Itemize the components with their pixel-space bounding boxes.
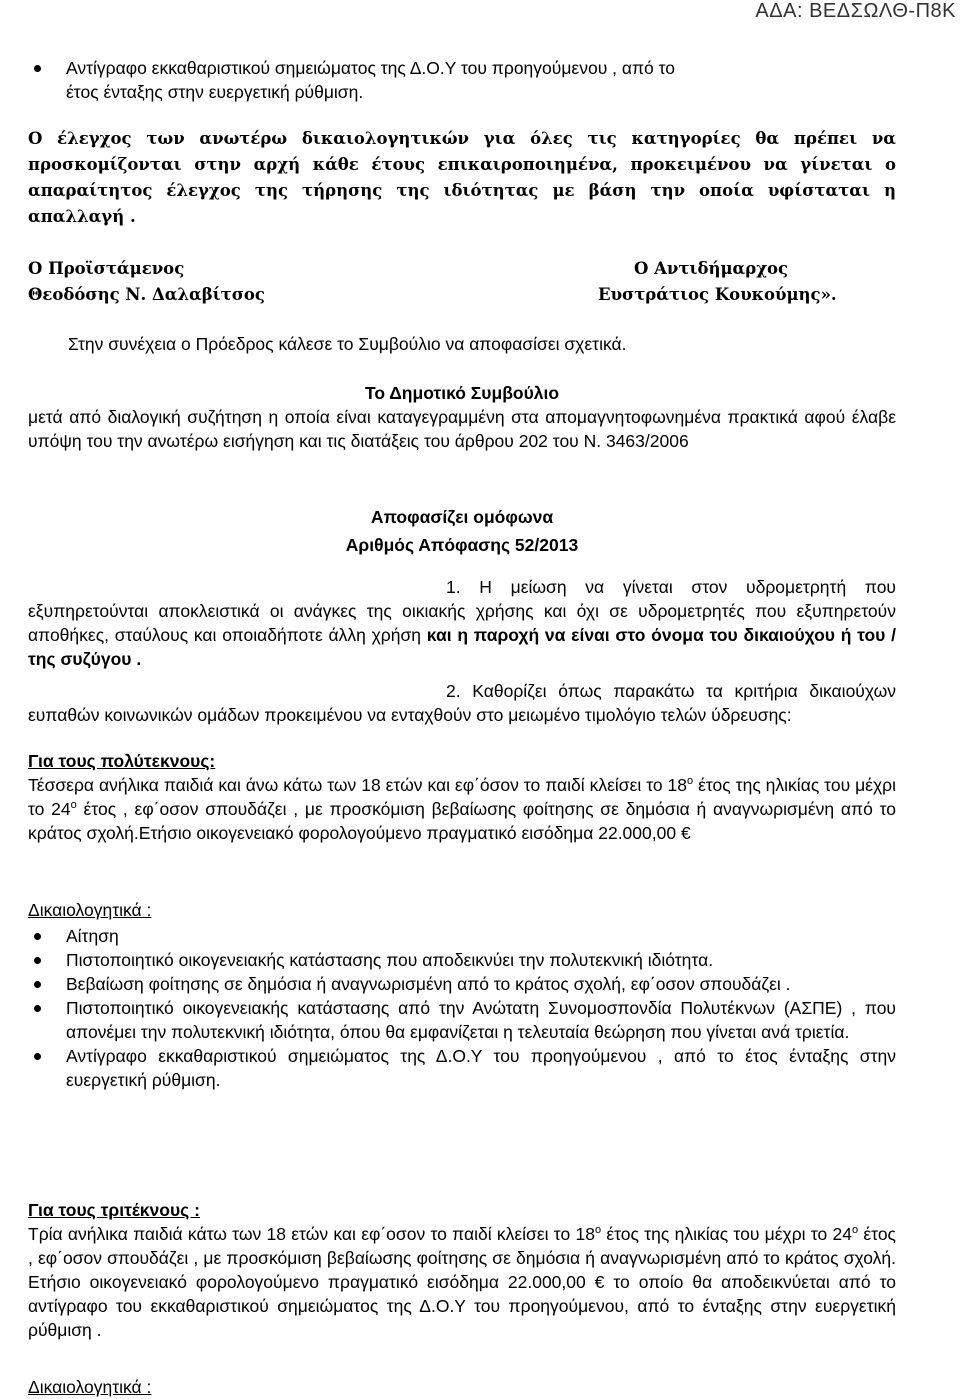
council-heading: Το Δημοτικό Συμβούλιο <box>364 383 560 403</box>
triteknoi-body: Τρία ανήλικα παιδιά κάτω των 18 ετών και εφ΄οσον το παιδί κλείσει το $18^o$ έτος της ηλικίας του μέχρι το $24^o$ έτος , εφ΄οσον σπουδάζει , με προσκόμιση βεβαίωσης φοίτησης σε δημόσια ή αναγνωρισμένη από το κράτος σχολή. Ετήσιο οικογενειακό φορολογούμενο πραγματικό εισόδημα 22.000,00 € το οποίο θα αποδεικνύεται από το αντίγραφο του εκκαθαριστικού σημειώματος της Δ.Ο.Υ του προηγούμενου, από το ένταξης στην ευεργετική ρύθμιση . <box>28 1224 896 1340</box>
decision-number: Αριθμός Απόφασης 52/2013 <box>345 535 579 555</box>
ada-code: ΑΔΑ: ΒΕΔΣΩΛΘ-Π8Κ <box>755 0 956 22</box>
list-item: Πιστοποιητικό οικογενειακής κατάστασης από την Ανώτατη Συνομοσπονδία Πολυτέκνων (ΑΣΠΕ) , που απονέμει την πολυτεκνική ιδιότητα, όπου θα εμφανίζεται η τελευταία θεώρηση που γίνεται ανά τριετία. <box>28 996 896 1044</box>
triteknoi-heading: Για τους τριτέκνους : <box>28 1200 200 1220</box>
bullet-icon <box>34 957 41 964</box>
docs-label-2: Δικαιολογητικά : <box>28 1377 152 1397</box>
decision-line1: Αποφασίζει ομόφωνα <box>370 507 554 527</box>
control-paragraph: Ο έλεγχος των ανωτέρω δικαιολογητικών για όλες τις κατηγορίες θα πρέπει να προσκομίζονται στην αρχή κάθε έτους επικαιροποιημένα, προκειμένου να γίνεται ο απαραίτητος έλεγχος της τήρησης της ιδιότητας με βάση την οποία υφίσταται η απαλλαγή . <box>28 129 896 226</box>
continuation-text: Στην συνέχεια ο Πρόεδρος κάλεσε το Συμβούλιο να αποφασίσει σχετικά. <box>68 334 627 354</box>
top-bullet <box>28 56 896 104</box>
triteknoi-section <box>28 1198 896 1342</box>
list-item: Αίτηση <box>28 924 896 948</box>
bullet-icon <box>34 981 41 988</box>
list-item: Αντίγραφο εκκαθαριστικού σημειώματος της Δ.Ο.Υ του προηγούμενου , από το έτος ένταξης στην ευεργετική ρύθμιση. <box>28 1044 896 1092</box>
signature-left-title: Ο Προϊστάμενος <box>28 259 185 278</box>
bullet-icon <box>34 933 41 940</box>
item-2: 2. Καθορίζει όπως παρακάτω τα κριτήρια δικαιούχων ευπαθών κοινωνικών ομάδων προκειμένου να ενταχθούν στο μειωμένο τιμολόγιο τελών ύδρευσης: <box>28 681 896 725</box>
polyteknoi-heading: Για τους πολύτεκνους: <box>28 751 216 771</box>
decision-block <box>28 505 896 557</box>
bullet-icon <box>34 1005 41 1012</box>
bullet-icon <box>34 1053 41 1060</box>
list-item: Αντίγραφο εκκαθαριστικού σημειώματος της Δ.Ο.Υ του προηγούμενου , από το έτος ένταξης στην ευεργετική ρύθμιση. <box>28 56 896 104</box>
bullet-icon <box>34 65 41 72</box>
docs-list <box>28 924 896 1092</box>
list-item: Βεβαίωση φοίτησης σε δημόσια ή αναγνωρισμένη από το κράτος σχολή, εφ΄οσον σπουδάζει . <box>28 972 896 996</box>
council-body: μετά από διαλογική συζήτηση η οποία είναι καταγεγραμμένη στα απομαγνητοφωνημένα πρακτικά αφού έλαβε υπόψη του την ανωτέρω εισήγηση και τις διατάξεις του άρθρου 202 του Ν. 3463/2006 <box>28 407 896 451</box>
polyteknoi-body: Τέσσερα ανήλικα παιδιά και άνω κάτω των 18 ετών και εφ΄όσον το παιδί κλείσει το $18^o$ έτος της ηλικίας του μέχρι το $24^o$ έτος , εφ΄οσον σπουδάζει , με προσκόμιση βεβαίωσης φοίτησης σε δημόσια ή αναγνωρισμένη από το κράτος σχολή.Ετήσιο οικογενειακό φορολογούμενο πραγματικό εισόδημα 22.000,00 € <box>28 775 897 843</box>
council-section <box>28 381 896 453</box>
signature-right-title: Ο Αντιδήμαρχος <box>634 259 789 278</box>
docs-label: Δικαιολογητικά : <box>28 900 152 920</box>
signature-right-name: Ευστράτιος Κουκούμης». <box>598 285 837 304</box>
item-1: 1. Η μείωση να γίνεται στον υδρομετρητή που εξυπηρετούνται αποκλειστικά οι ανάγκες της οικιακής χρήσης και όχι σε υδρομετρητές που εξυπηρετούν αποθήκες, σταύλους και οποιαδήποτε άλλη χρήση και η παροχή να είναι στο όνομα του δικαιούχου ή του /της συζύγου . <box>28 577 896 669</box>
signature-left-name: Θεοδόσης Ν. Δαλαβίτσος <box>28 285 265 304</box>
polyteknoi-section <box>28 749 896 845</box>
list-item: Πιστοποιητικό οικογενειακής κατάστασης που αποδεικνύει την πολυτεκνική ιδιότητα. <box>28 948 896 972</box>
